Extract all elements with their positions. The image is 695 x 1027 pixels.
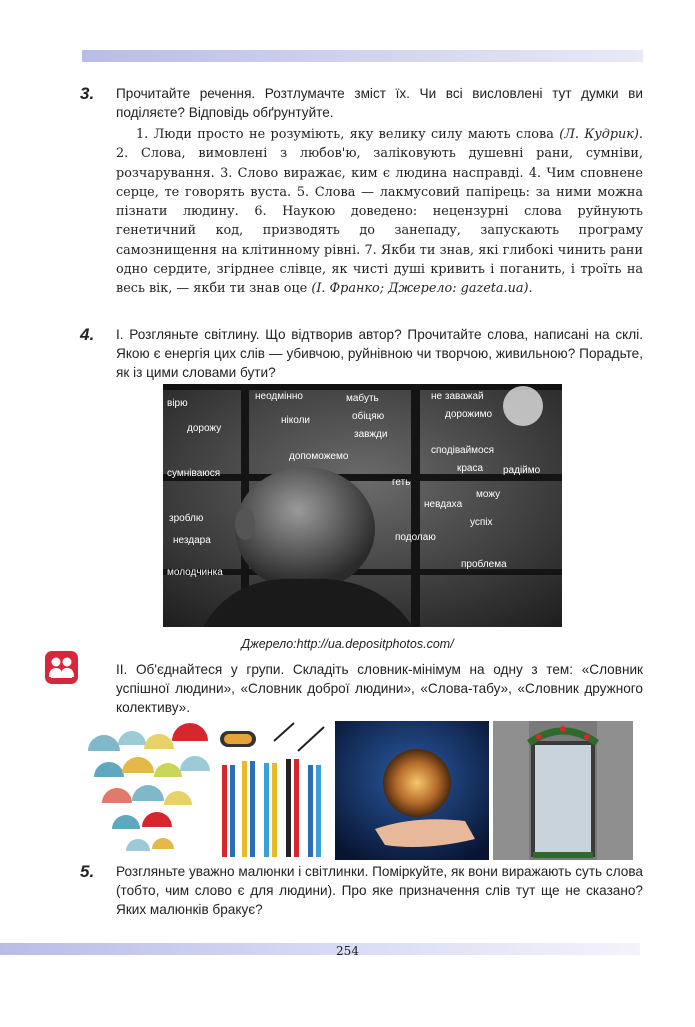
- glowing-sphere-photo: [335, 721, 489, 860]
- photo-word: подолаю: [395, 532, 436, 543]
- photo-word: радіймо: [503, 465, 541, 476]
- task-3-quotes: [116, 125, 643, 299]
- photo-word: мабуть: [346, 393, 379, 404]
- winter-window-photo: [493, 721, 633, 860]
- photo-caption: Джерело:http://ua.depositphotos.com/: [241, 637, 454, 651]
- photo-word: сумніваюся: [167, 468, 221, 479]
- task-4-part1: I. Розгляньте світлину. Що відтворив автор? Прочитайте слова, написані на склі. Якою є енергія цих слів — убивчою, руйнівною чи творчою, живильною? Порадьте, як із цими словами бути?: [116, 327, 643, 380]
- photo-word: не заважай: [431, 391, 484, 402]
- photo-word: сподіваймося: [431, 445, 495, 456]
- quote-1: 1. Люди просто не розуміють, яку велику силу мають слова: [136, 127, 554, 142]
- page-number: 254: [336, 944, 359, 958]
- quotes-2-7: 2. Слова, вимовлені з любов'ю, заліковують душевні рани, сумніви, розчарування. 3. Слово виражає, ким є людина насправді. 4. Чим сповнене серце, те говорять вуста. 5. Слова — лакмусовий папірець: за ними можна пізнати людину. 6. Наукою доведено: нецензурні слова руйнують генетичний код, призводять до занепаду, запускають програму самознищення на клітинному рівні. 7. Якби ти знав, які глибокі чинить рани одно сердите, згірднее слівце, як чисті душі кривить і поганить, і троїть на весь вік, — якби ти знав оце: [116, 146, 643, 297]
- window-photo: [163, 384, 562, 627]
- photo-word: краса: [457, 463, 484, 474]
- photo-word: допоможемо: [289, 451, 349, 462]
- photo-word: зроблю: [169, 513, 204, 524]
- photo-word: геть: [392, 477, 411, 488]
- photo-word: молодчинка: [167, 567, 223, 578]
- photo-word: ніколи: [281, 415, 310, 426]
- photo-word: дорожимо: [445, 409, 493, 420]
- task-4-number: 4.: [80, 325, 95, 344]
- umbrellas-illustration: [88, 721, 212, 860]
- task-4-part2: II. Об'єднайтеся у групи. Складіть словник-мінімум на одну з тем: «Словник успішної людини», «Словник доброї людини», «Слова-табу», «Словник дружного колективу».: [116, 662, 643, 715]
- ski-equipment-illustration: [214, 721, 332, 860]
- quote-7-source: (І. Франко; Джерело: gazeta.ua).: [311, 281, 533, 297]
- quote-1-source: (Л. Кудрик).: [559, 127, 643, 142]
- header-bar: [82, 50, 643, 62]
- photo-word: можу: [476, 489, 501, 500]
- photo-word: вірю: [167, 398, 188, 409]
- photo-word: неодмінно: [255, 391, 303, 402]
- task-5-number: 5.: [80, 862, 95, 881]
- photo-word: проблема: [461, 559, 507, 570]
- task-5-text: Розгляньте уважно малюнки і світлинки. Поміркуйте, як вони виражають суть слова (тобто, чим слово є для людини). Про яке призначення слів тут ще не сказано? Яких малюнків бракує?: [116, 864, 643, 917]
- task-3-instruction: Прочитайте речення. Розтлумачте зміст їх. Чи всі висловлені тут думки ви поділяєте? Відповідь обґрунтуйте.: [116, 86, 643, 120]
- task-3-number: 3.: [80, 84, 95, 103]
- photo-word: завжди: [354, 429, 388, 440]
- photo-word: дорожу: [187, 423, 222, 434]
- photo-word: нездара: [173, 535, 211, 546]
- photo-word: обіцяю: [352, 411, 385, 422]
- group-work-icon: [45, 651, 78, 684]
- photo-word: успіх: [470, 517, 493, 528]
- photo-word: невдаха: [424, 499, 463, 510]
